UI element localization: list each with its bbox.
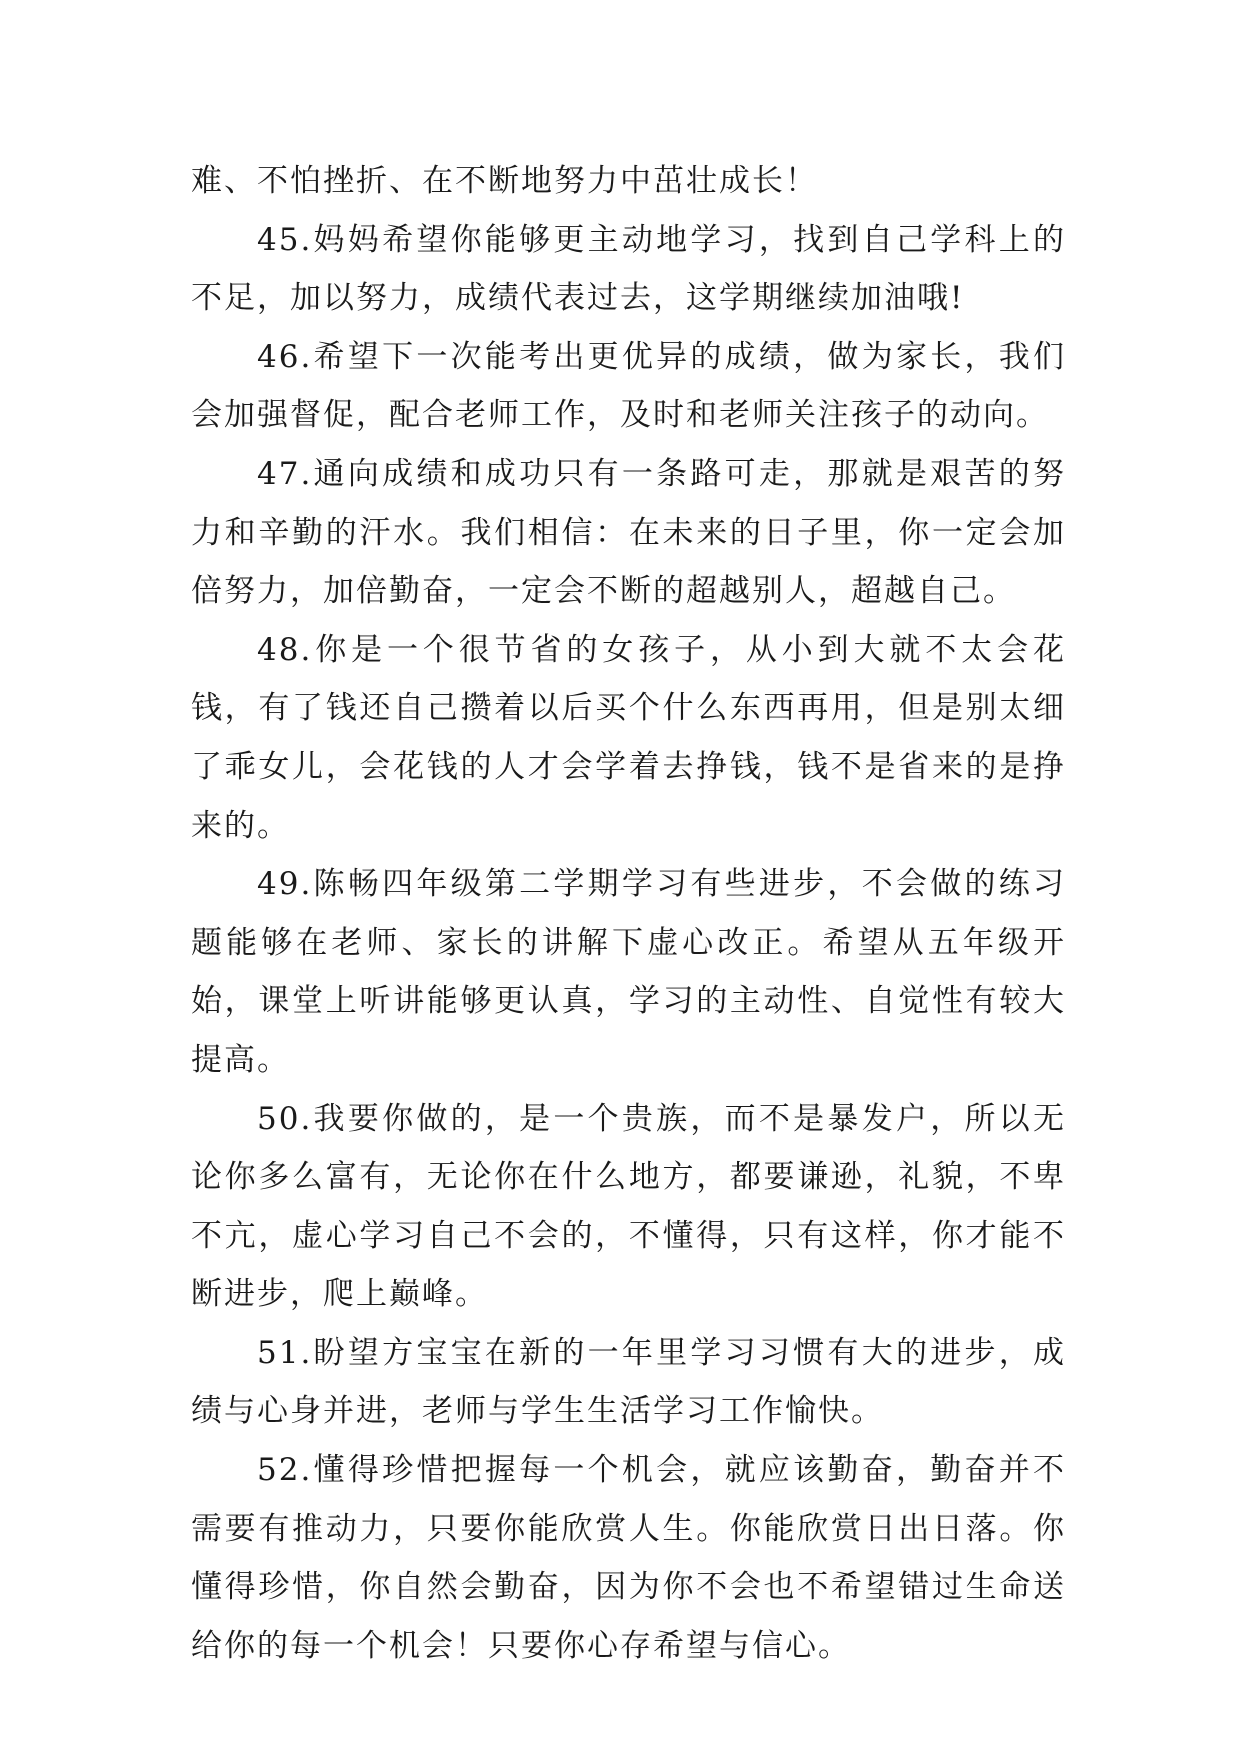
paragraph-item-45: 45.妈妈希望你能够更主动地学习，找到自己学科上的不足，加以努力，成绩代表过去，这学期继续加油哦! xyxy=(191,221,1066,317)
paragraph-item-47: 47.通向成绩和成功只有一条路可走，那就是艰苦的努力和辛勤的汗水。我们相信：在未来的日子里，你一定会加倍努力，加倍勤奋，一定会不断的超越别人，超越自己。 xyxy=(191,455,1066,610)
paragraph-item-52: 52.懂得珍惜把握每一个机会，就应该勤奋，勤奋并不需要有推动力，只要你能欣赏人生。你能欣赏日出日落。你懂得珍惜，你自然会勤奋，因为你不会也不希望错过生命送给你的每一个机会！只要你心存希望与信心。 xyxy=(191,1452,1066,1664)
paragraph-item-49: 49.陈畅四年级第二学期学习有些进步，不会做的练习题能够在老师、家长的讲解下虚心改正。希望从五年级开始，课堂上听讲能够更认真，学习的主动性、自觉性有较大提高。 xyxy=(191,866,1066,1078)
document-body xyxy=(191,152,1066,1675)
paragraph-item-48: 48.你是一个很节省的女孩子，从小到大就不太会花钱，有了钱还自己攒着以后买个什么东西再用，但是别太细了乖女儿，会花钱的人才会学着去挣钱，钱不是省来的是挣来的。 xyxy=(191,631,1066,844)
paragraph-item-50: 50.我要你做的，是一个贵族，而不是暴发户，所以无论你多么富有，无论你在什么地方，都要谦逊，礼貌，不卑不亢，虚心学习自己不会的，不懂得，只有这样，你才能不断进步，爬上巅峰。 xyxy=(191,1100,1066,1313)
paragraph-item-46: 46.希望下一次能考出更优异的成绩，做为家长，我们会加强督促，配合老师工作，及时和老师关注孩子的动向。 xyxy=(191,338,1066,434)
paragraph-item-51: 51.盼望方宝宝在新的一年里学习习惯有大的进步，成绩与心身并进，老师与学生生活学习工作愉快。 xyxy=(191,1334,1066,1430)
paragraph-continuation: 难、不怕挫折、在不断地努力中茁壮成长！ xyxy=(191,163,818,199)
